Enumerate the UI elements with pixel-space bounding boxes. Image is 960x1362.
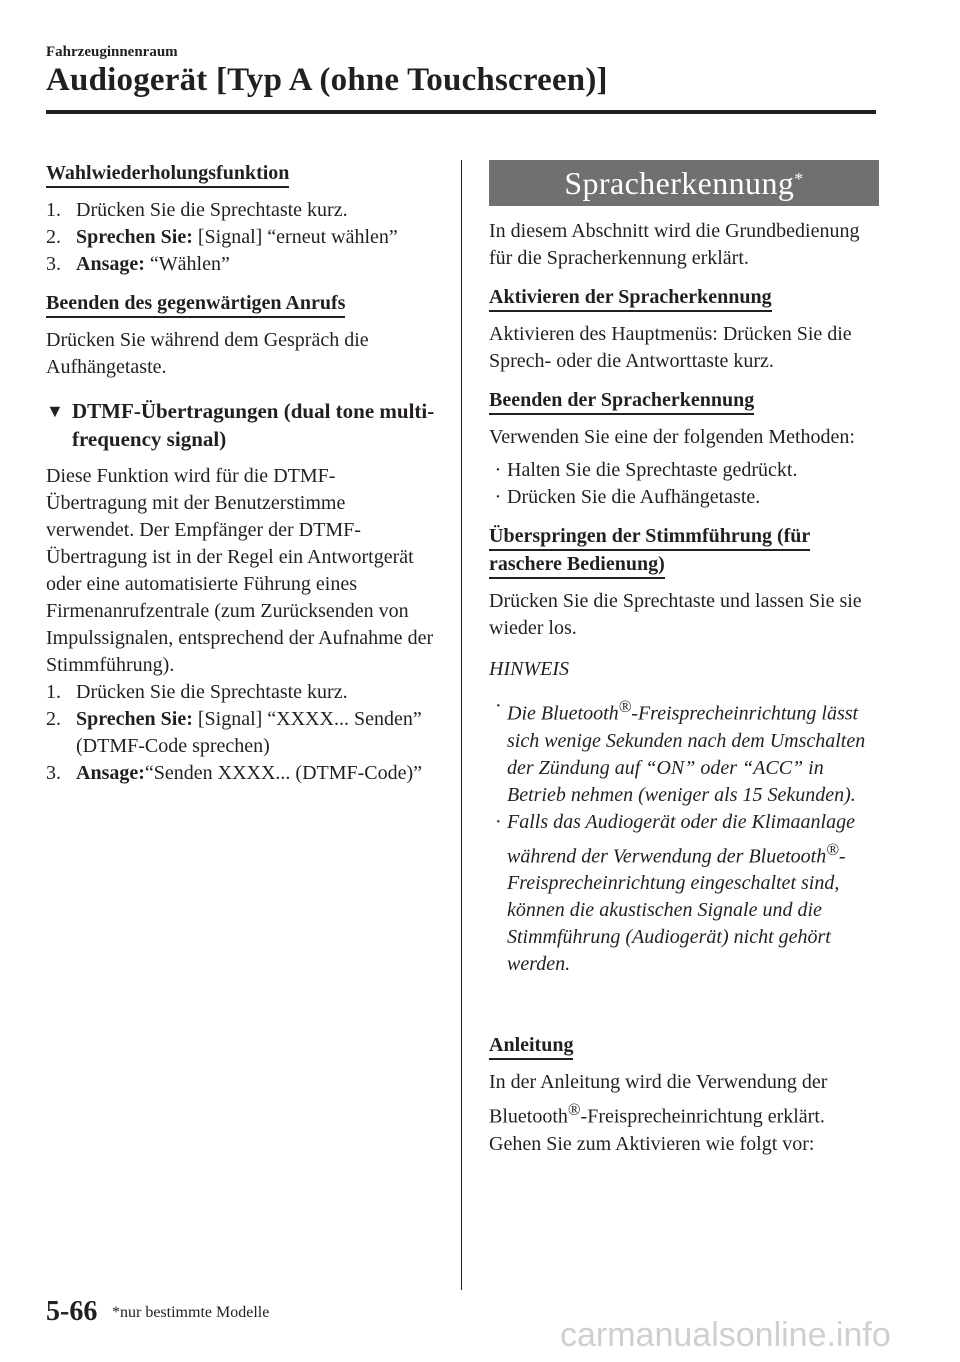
left-column xyxy=(46,160,436,787)
list-item: 2. Sprechen Sie: [Signal] “XXXX... Senden” (DTMF-Code sprechen) xyxy=(46,708,422,757)
list-item: · Die Bluetooth®-Freisprecheinrichtung lässt sich wenige Sekunden nach dem Umschalten der Zündung auf “ON” oder “ACC” in Betrieb nehmen (weniger als 15 Sekunden). xyxy=(489,693,879,809)
redial-heading: Wahlwiederholungsfunktion xyxy=(46,161,289,188)
watermark: carmanualsonline.info xyxy=(560,1316,891,1354)
list-item: 2. Sprechen Sie: [Signal] “erneut wählen” xyxy=(46,226,398,248)
end-recognition-heading: Beenden der Spracherkennung xyxy=(489,388,754,415)
dtmf-text: Diese Funktion wird für die DTMF-Übertragung mit der Benutzerstimme verwendet. Der Empfänger der DTMF-Übertragung ist in der Regel ein Antwortgerät oder eine automatisierte Führung eines Firmenanrufzentrale (zum Zurücksenden von Impulssignalen, entsprechend der Aufnahme der Stimmführung). xyxy=(46,465,434,676)
page-number: 5-66 xyxy=(46,1296,98,1327)
skip-text: Drücken Sie die Sprechtaste und lassen Sie sie wieder los. xyxy=(489,590,862,639)
dtmf-steps xyxy=(46,679,436,787)
end-call-text: Drücken Sie während dem Gespräch die Aufhängetaste. xyxy=(46,329,369,378)
column-divider xyxy=(461,160,462,1290)
dtmf-heading: ▼ DTMF-Übertragungen (dual tone multi-frequency signal) xyxy=(46,399,435,451)
section-label: Fahrzeuginnenraum xyxy=(46,44,178,60)
note-label: HINWEIS xyxy=(489,658,569,680)
list-item: 3. Ansage:“Senden XXXX... (DTMF-Code)” xyxy=(46,762,423,784)
list-item: 3. Ansage: “Wählen” xyxy=(46,253,230,275)
end-methods-list xyxy=(489,457,879,511)
activate-heading: Aktivieren der Spracherkennung xyxy=(489,285,772,312)
list-item: · Halten Sie die Sprechtaste gedrückt. xyxy=(489,457,879,484)
intro-text: In diesem Abschnitt wird die Grundbedienung für die Spracherkennung erklärt. xyxy=(489,220,860,269)
tutorial-heading: Anleitung xyxy=(489,1033,573,1060)
redial-steps xyxy=(46,197,436,278)
skip-heading: Überspringen der Stimmführung (für raschere Bedienung) xyxy=(489,523,879,579)
section-banner: Spracherkennung * xyxy=(489,160,879,206)
triangle-down-icon: ▼ xyxy=(46,401,64,421)
list-item: · Drücken Sie die Aufhängetaste. xyxy=(489,484,879,511)
page-title: Audiogerät [Typ A (ohne Touchscreen)] xyxy=(46,62,608,98)
note-list xyxy=(489,693,879,978)
list-item: · Falls das Audiogerät oder die Klimaanlage während der Verwendung der Bluetooth®-Freisprecheinrichtung eingeschaltet sind, können die akustischen Signale und die Stimmführung (Audiogerät) nicht gehört werden. xyxy=(489,809,879,979)
bullet-icon: · xyxy=(495,810,501,833)
bullet-icon: · xyxy=(495,695,501,717)
title-rule xyxy=(46,110,876,114)
bullet-icon: · xyxy=(494,459,502,481)
right-column xyxy=(489,160,879,1158)
footnote: *nur bestimmte Modelle xyxy=(112,1304,270,1321)
end-recognition-text: Verwenden Sie eine der folgenden Methoden: xyxy=(489,426,855,448)
list-item: 1. Drücken Sie die Sprechtaste kurz. xyxy=(46,199,348,221)
end-call-heading: Beenden des gegenwärtigen Anrufs xyxy=(46,291,345,318)
activate-text: Aktivieren des Hauptmenüs: Drücken Sie die Sprech- oder die Antworttaste kurz. xyxy=(489,323,852,372)
list-item: 1. Drücken Sie die Sprechtaste kurz. xyxy=(46,681,348,703)
tutorial-text: In der Anleitung wird die Verwendung der Bluetooth®-Freisprecheinrichtung erklärt. Gehen Sie zum Aktivieren wie folgt vor: xyxy=(489,1071,828,1155)
bullet-icon: · xyxy=(494,486,502,508)
